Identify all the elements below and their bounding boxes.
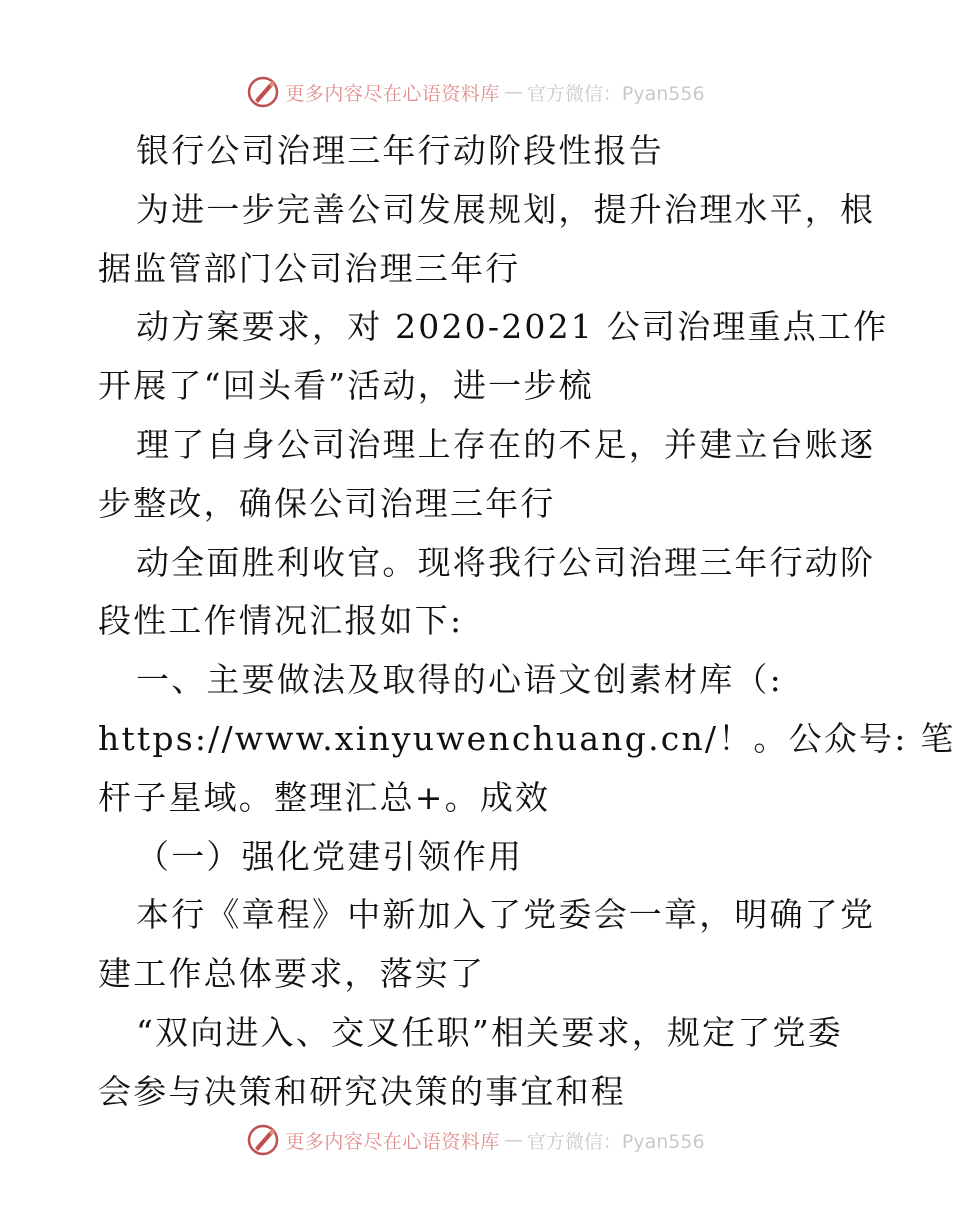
text-line: 建工作总体要求，落实了 — [98, 954, 486, 994]
text-line: 理了自身公司治理上存在的不足，并建立台账逐 — [136, 424, 876, 464]
banner-contact: 官方微信：Pyan556 — [526, 82, 705, 105]
text-line: 据监管部门公司治理三年行 — [98, 248, 521, 288]
document-body — [98, 122, 955, 1122]
header-banner — [0, 72, 950, 112]
text-line: 银行公司治理三年行动阶段性报告 — [136, 131, 664, 170]
banner-dash: — — [503, 81, 523, 103]
text-line: 开展了“回头看”活动，进一步梳 — [98, 366, 594, 406]
text-line: “双向进入、交叉任职”相关要求，规定了党委 — [136, 1012, 843, 1052]
text-line: 为进一步完善公司发展规划，提升治理水平，根 — [136, 189, 876, 229]
text-line: 步整改，确保公司治理三年行 — [98, 483, 556, 523]
banner-text: 更多内容尽在心语资料库 — [285, 1130, 500, 1153]
banner-dash: — — [503, 1129, 523, 1151]
text-line: 段性工作情况汇报如下: — [98, 601, 464, 641]
text-line: 动方案要求，对 2020-2021 公司治理重点工作 — [136, 307, 889, 347]
pen-logo-icon — [245, 74, 281, 110]
text-line: 会参与决策和研究决策的事宜和程 — [98, 1071, 626, 1111]
pen-logo-icon — [245, 1122, 281, 1158]
banner-contact: 官方微信：Pyan556 — [526, 1130, 705, 1153]
text-line: （一）强化党建引领作用 — [136, 836, 524, 876]
footer-banner — [0, 1120, 950, 1160]
text-line: 杆子星域。整理汇总+。成效 — [98, 777, 551, 817]
text-line: 本行《章程》中新加入了党委会一章，明确了党 — [136, 895, 876, 935]
banner-text: 更多内容尽在心语资料库 — [285, 82, 500, 105]
text-line: 一、主要做法及取得的心语文创素材库（: — [136, 660, 783, 700]
text-line: https://www.xinyuwenchuang.cn/！。公众号: 笔 — [98, 718, 955, 758]
text-line: 动全面胜利收官。现将我行公司治理三年行动阶 — [136, 542, 876, 582]
